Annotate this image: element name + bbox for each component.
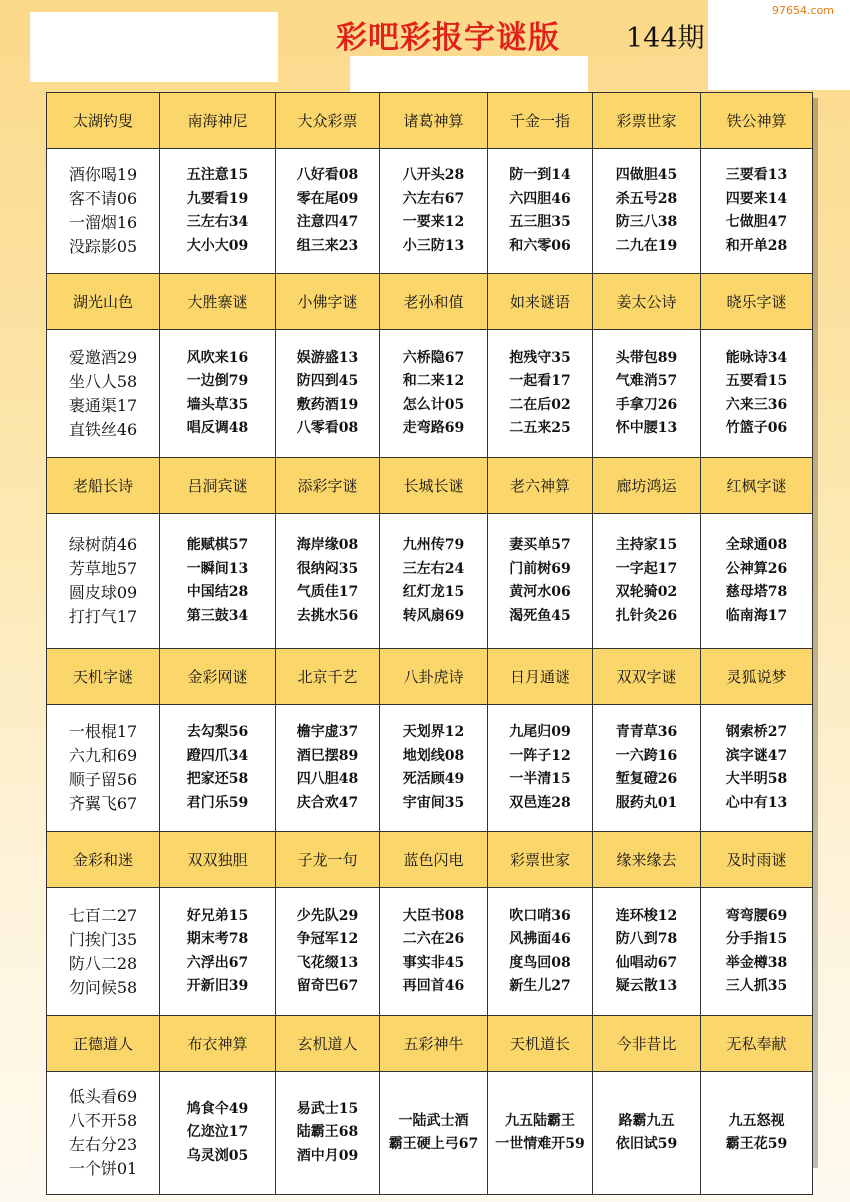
riddle-line: 一世情难开59: [495, 1136, 585, 1152]
riddle-line: 霸王硬上弓67: [388, 1136, 479, 1152]
riddle-cell: [380, 514, 488, 649]
riddle-line: 能咏诗34: [725, 349, 788, 366]
riddle-line: 吹口哨36: [509, 907, 571, 924]
riddle-line: 娱游盛13: [296, 349, 359, 366]
column-heading: 廊坊鸿运: [593, 458, 701, 514]
header-row: [47, 458, 813, 514]
header-row: [47, 274, 813, 330]
riddle-cell: [701, 514, 813, 649]
riddle-line: 组三来23: [296, 237, 359, 254]
riddle-line: 能赋棋57: [186, 537, 249, 553]
riddle-line: 六四胆46: [509, 190, 571, 207]
riddle-line: 连环梭12: [615, 907, 678, 924]
riddle-line: 去勾梨56: [186, 724, 249, 740]
riddle-line: 檐宇虚37: [296, 724, 359, 740]
column-heading: 大胜寨谜: [160, 274, 276, 330]
header-row: [47, 649, 813, 705]
riddle-line: 圆皮球09: [68, 583, 138, 602]
riddle-cell: [160, 514, 276, 649]
riddle-line: 亿迩泣17: [186, 1124, 249, 1141]
riddle-line: 绿树荫46: [68, 535, 138, 554]
column-heading: 北京千艺: [276, 649, 380, 705]
riddle-line: 举金樽38: [725, 954, 788, 971]
riddle-line: 防八二28: [68, 953, 138, 973]
riddle-line: 勿问候58: [68, 977, 138, 997]
riddle-cell: [47, 514, 160, 649]
riddle-line: 竹篮子06: [725, 420, 788, 436]
riddle-line: 很纳闷35: [296, 560, 359, 577]
riddle-line: 一六跨16: [615, 747, 678, 764]
riddle-line: 七做胆47: [725, 214, 788, 230]
riddle-cell: [160, 149, 276, 274]
riddle-line: 三要看13: [725, 167, 788, 183]
riddle-line: 三左右34: [186, 214, 249, 230]
riddle-cell: [488, 514, 593, 649]
riddle-cell: [160, 888, 276, 1016]
riddle-line: 服药丸01: [615, 794, 678, 811]
riddle-line: 事实非45: [402, 954, 465, 971]
column-heading: 玄机道人: [276, 1016, 380, 1072]
riddle-line: 大半明58: [725, 771, 788, 787]
riddle-line: 爱邀酒29: [68, 347, 138, 367]
riddle-line: 敷药酒19: [296, 396, 359, 413]
riddle-line: 二在后02: [509, 396, 571, 413]
column-heading: 太湖钓叟: [47, 93, 160, 149]
riddle-cell: [47, 330, 160, 458]
riddle-cell: [593, 330, 701, 458]
riddle-line: 地划线08: [402, 747, 465, 764]
riddle-line: 三人抓35: [725, 978, 788, 994]
riddle-line: 路霸九五: [618, 1112, 675, 1129]
content-row: [47, 149, 813, 274]
column-heading: 老孙和值: [380, 274, 488, 330]
header-row: [47, 93, 813, 149]
riddle-cell: [593, 705, 701, 832]
column-heading: 彩票世家: [593, 93, 701, 149]
riddle-line: 全球通08: [725, 537, 788, 553]
riddle-line: 杀五号28: [615, 190, 678, 207]
riddle-line: 大臣书08: [402, 907, 465, 924]
header-row: [47, 1016, 813, 1072]
riddle-line: 新生儿27: [509, 978, 571, 994]
riddle-line: 一阵子12: [509, 747, 571, 764]
riddle-line: 八开头28: [402, 167, 465, 183]
riddle-line: 客不请06: [68, 189, 138, 208]
riddle-line: 君门乐59: [186, 794, 249, 811]
riddle-line: 第三鼓34: [186, 607, 249, 624]
riddle-line: 天划界12: [402, 724, 465, 740]
riddle-line: 和开单28: [725, 237, 788, 254]
riddle-line: 五注意15: [186, 167, 249, 183]
column-heading: 金彩网谜: [160, 649, 276, 705]
riddle-line: 四八胆48: [296, 771, 359, 787]
riddle-line: 留奇巴67: [296, 978, 359, 994]
riddle-line: 一字起17: [615, 560, 678, 577]
riddle-cell: [276, 888, 380, 1016]
riddle-line: 怀中腰13: [615, 420, 678, 436]
riddle-line: 打打气17: [68, 607, 138, 626]
riddle-cell: [276, 514, 380, 649]
column-heading: 今非昔比: [593, 1016, 701, 1072]
riddle-line: 再回首46: [402, 978, 465, 994]
riddle-line: 心中有13: [725, 794, 788, 811]
column-heading: 无私奉献: [701, 1016, 813, 1072]
riddle-line: 六左右67: [402, 190, 465, 207]
riddle-line: 顺子留56: [68, 770, 138, 789]
content-row: [47, 514, 813, 649]
riddle-line: 注意四47: [296, 214, 359, 230]
riddle-cell: [160, 330, 276, 458]
column-heading: 老六神算: [488, 458, 593, 514]
page-title: 彩吧彩报字谜版: [336, 20, 560, 56]
riddle-cell: [380, 888, 488, 1016]
riddle-line: 裹通渠17: [68, 395, 138, 415]
riddle-line: 二六在26: [402, 931, 465, 947]
column-heading: 红枫字谜: [701, 458, 813, 514]
riddle-line: 风吹来16: [186, 349, 249, 366]
riddle-line: 气难消57: [615, 373, 678, 389]
riddle-line: 八零看08: [296, 420, 359, 436]
column-heading: 长城长谜: [380, 458, 488, 514]
riddle-line: 少先队29: [296, 907, 359, 924]
riddle-line: 走弯路69: [402, 420, 465, 436]
column-heading: 添彩字谜: [276, 458, 380, 514]
riddle-cell: [47, 705, 160, 832]
riddle-line: 齐翼飞67: [68, 794, 138, 813]
riddle-line: 仙唱动67: [615, 954, 678, 971]
riddle-line: 九五怒视: [728, 1112, 785, 1129]
column-heading: 晓乐字谜: [701, 274, 813, 330]
riddle-line: 墙头草35: [186, 396, 249, 413]
riddle-line: 防三八38: [615, 214, 678, 230]
riddle-cell: [593, 888, 701, 1016]
riddle-line: 酒你喝19: [68, 165, 138, 184]
riddle-cell: [701, 1072, 813, 1195]
riddle-line: 和二来12: [402, 373, 465, 389]
riddle-line: 宇宙间35: [402, 794, 465, 811]
riddle-line: 三左右24: [402, 560, 465, 577]
column-heading: 八卦虎诗: [380, 649, 488, 705]
column-heading: 湖光山色: [47, 274, 160, 330]
column-heading: 正德道人: [47, 1016, 160, 1072]
content-row: [47, 888, 813, 1016]
riddle-line: 慈母塔78: [725, 584, 788, 600]
riddle-line: 滨字谜47: [725, 747, 788, 764]
riddle-line: 六桥隐67: [402, 349, 465, 366]
riddle-line: 八不开58: [68, 1111, 138, 1130]
site-watermark: 97654.com: [772, 4, 834, 17]
riddle-line: 酒中月09: [296, 1147, 359, 1164]
riddle-line: 双轮骑02: [615, 584, 678, 600]
riddle-line: 弯弯腰69: [725, 907, 788, 924]
riddle-line: 开新旧39: [186, 978, 249, 994]
riddle-line: 一陆武士酒: [398, 1112, 469, 1129]
riddle-cell: [593, 514, 701, 649]
column-heading: 大众彩票: [276, 93, 380, 149]
column-heading: 吕洞宾谜: [160, 458, 276, 514]
riddle-line: 乌灵浏05: [186, 1147, 249, 1164]
riddle-line: 六九和69: [68, 746, 138, 765]
column-heading: 布衣神算: [160, 1016, 276, 1072]
riddle-line: 大小大09: [186, 237, 249, 254]
riddle-line: 五三胆35: [509, 214, 571, 230]
riddle-line: 五要看15: [725, 373, 788, 389]
riddle-line: 二五来25: [509, 420, 571, 436]
riddle-cell: [160, 705, 276, 832]
riddle-line: 争冠军12: [296, 931, 359, 947]
riddle-line: 度鸟回08: [509, 954, 571, 971]
header-row: [47, 832, 813, 888]
riddle-line: 鸠食仐49: [186, 1100, 249, 1117]
riddle-line: 九尾归09: [509, 724, 571, 740]
riddle-line: 黄河水06: [509, 584, 571, 600]
riddle-line: 堑复磴26: [615, 771, 678, 787]
riddle-cell: [276, 1072, 380, 1195]
riddle-cell: [380, 149, 488, 274]
riddle-line: 期末考78: [186, 931, 249, 947]
riddle-line: 妻买单57: [509, 537, 571, 553]
riddle-cell: [488, 1072, 593, 1195]
riddle-line: 蹬四爪34: [186, 747, 249, 764]
riddle-cell: [701, 705, 813, 832]
riddle-line: 一根棍17: [68, 722, 138, 741]
riddle-line: 双邑连28: [509, 794, 571, 811]
riddle-line: 扎针灸26: [615, 607, 678, 624]
riddle-line: 分手指15: [725, 931, 788, 947]
riddle-line: 直铁丝46: [68, 419, 138, 439]
riddle-line: 七百二27: [68, 905, 138, 925]
riddle-line: 二九在19: [615, 237, 678, 254]
column-heading: 双双字谜: [593, 649, 701, 705]
content-row: [47, 330, 813, 458]
riddle-line: 四要来14: [725, 190, 788, 207]
column-heading: 子龙一句: [276, 832, 380, 888]
column-heading: 及时雨谜: [701, 832, 813, 888]
riddle-cell: [276, 149, 380, 274]
content-row: [47, 1072, 813, 1195]
column-heading: 天机道长: [488, 1016, 593, 1072]
riddle-cell: [380, 1072, 488, 1195]
riddle-line: 死活顾49: [402, 771, 465, 787]
riddle-line: 坐八人58: [68, 371, 138, 391]
riddle-line: 八好看08: [296, 167, 359, 183]
riddle-cell: [380, 705, 488, 832]
riddle-line: 转风扇69: [402, 607, 465, 624]
riddle-line: 渴死鱼45: [509, 607, 571, 624]
riddle-line: 手拿刀26: [615, 396, 678, 413]
riddle-table: [46, 92, 813, 1195]
riddle-line: 好兄弟15: [186, 907, 249, 924]
riddle-line: 海岸缘08: [296, 537, 359, 553]
content-row: [47, 705, 813, 832]
riddle-line: 防四到45: [296, 373, 359, 389]
riddle-line: 主持家15: [615, 537, 678, 553]
column-heading: 彩票世家: [488, 832, 593, 888]
column-heading: 五彩神牛: [380, 1016, 488, 1072]
column-heading: 日月通谜: [488, 649, 593, 705]
column-heading: 老船长诗: [47, 458, 160, 514]
riddle-cell: [276, 705, 380, 832]
riddle-line: 一半清15: [509, 771, 571, 787]
riddle-line: 飞花缀13: [296, 954, 359, 971]
riddle-line: 六浮出67: [186, 954, 249, 971]
riddle-line: 公神算26: [725, 560, 788, 577]
riddle-cell: [701, 888, 813, 1016]
riddle-cell: [488, 149, 593, 274]
riddle-line: 红灯龙15: [402, 584, 465, 600]
riddle-line: 防八到78: [615, 931, 678, 947]
riddle-line: 依旧试59: [615, 1136, 678, 1152]
riddle-cell: [160, 1072, 276, 1195]
column-heading: 蓝色闪电: [380, 832, 488, 888]
riddle-cell: [488, 330, 593, 458]
riddle-line: 一边倒79: [186, 373, 249, 389]
riddle-line: 头带包89: [615, 349, 678, 366]
riddle-line: 门前树69: [509, 560, 571, 577]
riddle-line: 和六零06: [509, 237, 571, 254]
riddle-cell: [701, 149, 813, 274]
riddle-line: 陆霸王68: [296, 1124, 359, 1141]
riddle-line: 九州传79: [402, 537, 465, 553]
riddle-line: 去挑水56: [296, 607, 359, 624]
riddle-cell: [701, 330, 813, 458]
riddle-line: 易武士15: [296, 1100, 359, 1117]
riddle-line: 临南海17: [725, 607, 788, 624]
riddle-line: 芳草地57: [68, 559, 138, 578]
riddle-line: 酒巳摆89: [296, 747, 359, 764]
issue-number: 144期: [626, 23, 705, 54]
riddle-line: 一瞬间13: [186, 560, 249, 577]
column-heading: 姜太公诗: [593, 274, 701, 330]
column-heading: 天机字谜: [47, 649, 160, 705]
riddle-cell: [380, 330, 488, 458]
riddle-line: 防一到14: [509, 167, 571, 183]
riddle-cell: [47, 888, 160, 1016]
riddle-line: 一个饼01: [68, 1159, 138, 1178]
riddle-cell: [47, 1072, 160, 1195]
riddle-line: 庆合欢47: [296, 794, 359, 811]
riddle-line: 六来三36: [725, 396, 788, 413]
column-heading: 诸葛神算: [380, 93, 488, 149]
riddle-cell: [488, 705, 593, 832]
riddle-cell: [488, 888, 593, 1016]
riddle-line: 一要来12: [402, 214, 465, 230]
riddle-line: 没踪影05: [68, 237, 138, 256]
riddle-line: 怎么计05: [402, 396, 465, 413]
riddle-line: 风拂面46: [509, 931, 571, 947]
riddle-line: 霸王花59: [725, 1136, 788, 1152]
column-heading: 金彩和迷: [47, 832, 160, 888]
riddle-cell: [276, 330, 380, 458]
riddle-line: 低头看69: [68, 1087, 138, 1106]
column-heading: 铁公神算: [701, 93, 813, 149]
riddle-line: 气质佳17: [296, 584, 359, 600]
riddle-line: 小三防13: [402, 237, 465, 254]
riddle-line: 把家还58: [186, 771, 249, 787]
riddle-line: 抱残守35: [509, 349, 571, 366]
riddle-line: 一起看17: [509, 373, 571, 389]
riddle-line: 青青草36: [615, 724, 678, 740]
column-heading: 缘来缘去: [593, 832, 701, 888]
riddle-line: 九要看19: [186, 190, 249, 207]
riddle-line: 一溜烟16: [68, 213, 138, 232]
riddle-cell: [47, 149, 160, 274]
riddle-cell: [593, 149, 701, 274]
riddle-line: 钢索桥27: [725, 724, 788, 740]
riddle-line: 左右分23: [68, 1135, 138, 1154]
white-cover-center: [350, 56, 588, 96]
riddle-line: 门挨门35: [68, 929, 138, 949]
riddle-line: 九五陆霸王: [505, 1112, 575, 1129]
column-heading: 如来谜语: [488, 274, 593, 330]
riddle-line: 中国结28: [186, 584, 249, 600]
column-heading: 灵狐说梦: [701, 649, 813, 705]
column-heading: 南海神尼: [160, 93, 276, 149]
riddle-line: 四做胆45: [615, 167, 678, 183]
white-cover-left: [30, 12, 278, 82]
column-heading: 双双独胆: [160, 832, 276, 888]
riddle-line: 唱反调48: [186, 420, 249, 436]
riddle-line: 零在尾09: [296, 190, 359, 207]
riddle-line: 疑云散13: [615, 978, 678, 994]
column-heading: 小佛字谜: [276, 274, 380, 330]
column-heading: 千金一指: [488, 93, 593, 149]
riddle-cell: [593, 1072, 701, 1195]
